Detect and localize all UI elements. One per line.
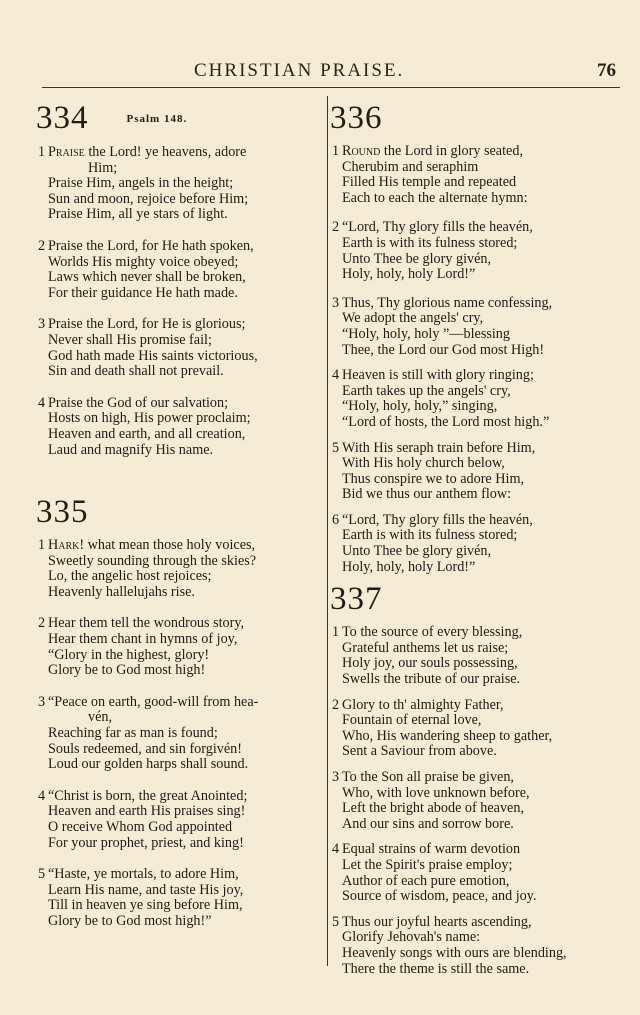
verse-text: Glory be to God most high!: [48, 662, 206, 679]
verse-text: Praise Him, angels in the height;: [48, 175, 234, 192]
left-column: [38, 100, 328, 930]
verse-line: [332, 267, 622, 283]
verse-line: [332, 160, 622, 176]
verse-text: Unto Thee be glory givén,: [342, 250, 492, 267]
verse-line: [332, 786, 622, 802]
verse-text: “Holy, holy, holy,” singing,: [342, 398, 498, 415]
verse-text: Learn His name, and taste His joy,: [48, 881, 244, 898]
verse-text: Lo, the angelic host rejoices;: [48, 568, 212, 585]
hymn-number: [36, 494, 328, 530]
verse-text: “Lord, Thy glory fills the heavén,: [342, 511, 533, 528]
verse-line: [332, 889, 622, 905]
stanza-number: 4: [38, 787, 46, 804]
verse-line: [332, 144, 622, 160]
verse-text: Author of each pure emotion,: [342, 872, 510, 889]
hymn-block: [332, 100, 622, 575]
verse-line: [332, 544, 622, 560]
verse-text: “Glory in the highest, glory!: [48, 646, 210, 663]
stanza: [332, 513, 622, 575]
verse-text: And our sins and sorrow bore.: [342, 815, 514, 832]
verse-line: [332, 713, 622, 729]
verse-text: To the Son all praise be given,: [342, 769, 514, 785]
verse-text: Cherubim and seraphim: [342, 158, 479, 175]
page-header: [42, 60, 620, 90]
verse-line: [38, 867, 328, 883]
verse-line: [332, 656, 622, 672]
verse-text: O receive Whom God appointed: [48, 819, 233, 835]
verse-line: [332, 930, 622, 946]
verse-text: Loud our golden harps shall sound.: [48, 756, 249, 773]
stanza-number: 3: [332, 769, 340, 785]
stanza-number: 4: [332, 367, 340, 384]
verse-text: “Lord of hosts, the Lord most high.”: [342, 413, 550, 430]
verse-text: Hosts on high, His power proclaim;: [48, 410, 251, 427]
verse-line: [38, 836, 328, 852]
verse-line: [332, 874, 622, 890]
verse-line: [332, 236, 622, 252]
verse-line: [38, 411, 328, 427]
verse-text: Filled His temple and repeated: [342, 174, 517, 191]
verse-line: [38, 396, 328, 412]
stanza: [332, 441, 622, 503]
verse-lead-word: Round: [342, 143, 381, 159]
verse-text: Reaching far as man is found;: [48, 725, 218, 742]
verse-line: [38, 710, 328, 726]
verse-line: [38, 538, 328, 554]
verse-text: Heaven and earth, and all creation,: [48, 425, 246, 442]
verse-line: [332, 191, 622, 207]
verse-line: [332, 399, 622, 415]
hymn-number-text: 334: [36, 100, 89, 136]
verse-line: [38, 663, 328, 679]
verse-text: Hear them chant in hymns of joy,: [48, 631, 238, 648]
page-number: 76: [597, 60, 616, 81]
verse-text: Thee, the Lord our God most High!: [342, 341, 545, 358]
verse-text: For your prophet, priest, and king!: [48, 834, 244, 851]
verse-text: Sent a Saviour from above.: [342, 743, 497, 760]
hymn-number: [330, 581, 622, 617]
verse-text: Thus, Thy glorious name confessing,: [342, 294, 553, 311]
verse-line: [38, 569, 328, 585]
verse-text: Never shall His promise fail;: [48, 331, 212, 348]
verse-text: Unto Thee be glory givén,: [342, 543, 492, 560]
verse-line: [38, 317, 328, 333]
stanza: [332, 220, 622, 282]
verse-line: [38, 554, 328, 570]
right-column: [332, 100, 622, 977]
hymn-number-text: 337: [330, 581, 383, 618]
verse-line: [38, 255, 328, 271]
verse-line: [332, 472, 622, 488]
verse-text: Heaven is still with glory ringing;: [342, 367, 534, 384]
verse-text: Earth is with its fulness stored;: [342, 234, 518, 251]
verse-line: [332, 296, 622, 312]
stanza-number: 1: [332, 143, 340, 159]
verse-line: [332, 560, 622, 576]
stanza-number: 1: [38, 144, 46, 160]
stanza-number: 3: [332, 294, 340, 311]
stanza: [38, 239, 328, 301]
verse-text: Souls redeemed, and sin forgivén!: [48, 740, 242, 757]
verse-text: vén,: [88, 709, 113, 726]
stanza-number: 6: [332, 511, 340, 528]
verse-line: [332, 384, 622, 400]
verse-line: [332, 220, 622, 236]
verse-text: Thus our joyful hearts ascending,: [342, 913, 532, 930]
stanza-number: 2: [332, 219, 340, 236]
verse-text: Sun and moon, rejoice before Him;: [48, 190, 249, 207]
verse-line: [38, 207, 328, 223]
verse-line: [332, 915, 622, 931]
verse-text: “Christ is born, the great Anointed;: [48, 787, 248, 804]
verse-line: [332, 729, 622, 745]
stanza: [332, 842, 622, 904]
stanza-number: 2: [38, 615, 46, 632]
verse-line: [38, 192, 328, 208]
verse-text: Equal strains of warm devotion: [342, 841, 521, 858]
verse-text: To the source of every blessing,: [342, 624, 523, 641]
verse-line: [332, 744, 622, 760]
verse-line: [332, 672, 622, 688]
verse-text: Glory to th' almighty Father,: [342, 696, 504, 713]
hymn-subtitle: Psalm 148.: [126, 113, 188, 125]
running-title: CHRISTIAN PRAISE.: [194, 60, 405, 81]
verse-line: [332, 625, 622, 641]
verse-line: [38, 757, 328, 773]
verse-text: Praise Him, all ye stars of light.: [48, 206, 228, 223]
verse-text: Worlds His mighty voice obeyed;: [48, 253, 239, 270]
stanza-number: 2: [38, 237, 46, 254]
verse-text: the Lord! ye heavens, adore: [88, 144, 247, 160]
verse-text: “Lord, Thy glory fills the heavén,: [342, 219, 533, 236]
verse-text: Holy, holy, holy Lord!”: [342, 558, 476, 575]
verse-line: [38, 898, 328, 914]
verse-line: [332, 368, 622, 384]
stanza-number: 1: [38, 537, 46, 554]
verse-line: [38, 176, 328, 192]
verse-text: Grateful anthems let us raise;: [342, 639, 509, 656]
verse-text: the Lord in glory seated,: [383, 143, 523, 159]
stanza: [332, 144, 622, 206]
stanza-number: 4: [38, 394, 46, 411]
verse-text: Praise the God of our salvation;: [48, 394, 229, 411]
stanza: [38, 867, 328, 929]
verse-text: Earth takes up the angels' cry,: [342, 382, 511, 399]
verse-text: Thus conspire we to adore Him,: [342, 470, 525, 487]
verse-line: [332, 252, 622, 268]
stanza: [332, 625, 622, 687]
verse-text: Till in heaven ye sing before Him,: [48, 897, 243, 914]
verse-text: what mean those holy voices,: [87, 537, 256, 554]
hymn-block: [38, 100, 328, 458]
verse-text: Swells the tribute of our praise.: [342, 671, 521, 688]
verse-line: [332, 698, 622, 714]
verse-line: [332, 946, 622, 962]
verse-line: [38, 648, 328, 664]
stanza: [332, 915, 622, 977]
verse-line: [38, 286, 328, 302]
verse-text: Glorify Jehovah's name:: [342, 929, 481, 946]
stanza: [38, 317, 328, 379]
verse-line: [332, 175, 622, 191]
verse-line: [38, 349, 328, 365]
stanza: [38, 616, 328, 678]
stanza-number: 4: [332, 841, 340, 858]
stanza: [38, 396, 328, 458]
verse-text: Sweetly sounding through the skies?: [48, 552, 257, 569]
verse-line: [38, 427, 328, 443]
verse-line: [38, 585, 328, 601]
verse-text: Laud and magnify His name.: [48, 441, 214, 458]
verse-lead-word: Praise: [48, 144, 85, 160]
verse-text: “Holy, holy, holy ”—blessing: [342, 325, 510, 342]
verse-line: [332, 415, 622, 431]
verse-text: Laws which never shall be broken,: [48, 269, 246, 286]
verse-text: Holy, holy, holy Lord!”: [342, 266, 476, 283]
verse-text: We adopt the angels' cry,: [342, 310, 484, 327]
verse-line: [38, 883, 328, 899]
verse-text: God hath made His saints victorious,: [48, 347, 258, 364]
verse-line: [332, 962, 622, 978]
verse-lead-word: Hark!: [48, 537, 85, 554]
verse-line: [332, 770, 622, 786]
verse-line: [38, 804, 328, 820]
verse-text: Who, with love unknown before,: [342, 784, 530, 801]
verse-text: Bid we thus our anthem flow:: [342, 486, 512, 503]
verse-line: [332, 513, 622, 529]
stanza: [38, 695, 328, 773]
verse-line: [38, 364, 328, 380]
verse-line: [38, 726, 328, 742]
verse-text: Hear them tell the wondrous story,: [48, 615, 245, 632]
verse-text: With His seraph train before Him,: [342, 439, 536, 456]
stanza-number: 5: [332, 439, 340, 456]
hymn-number-text: 336: [330, 100, 383, 136]
verse-line: [38, 333, 328, 349]
verse-line: [332, 817, 622, 833]
verse-text: “Haste, ye mortals, to adore Him,: [48, 866, 239, 883]
verse-text: For their guidance He hath made.: [48, 284, 238, 301]
verse-text: With His holy church below,: [342, 455, 505, 472]
verse-text: Fountain of eternal love,: [342, 712, 482, 729]
verse-text: Heavenly hallelujahs rise.: [48, 583, 195, 600]
verse-line: [38, 914, 328, 930]
hymn-number-text: 335: [36, 494, 89, 531]
verse-line: [38, 270, 328, 286]
verse-line: [332, 858, 622, 874]
verse-line: [332, 456, 622, 472]
verse-text: Glory be to God most high!”: [48, 912, 212, 929]
verse-line: [38, 616, 328, 632]
verse-line: [332, 528, 622, 544]
stanza-number: 5: [332, 913, 340, 930]
verse-text: There the theme is still the same.: [342, 960, 530, 977]
hymn-block: [38, 494, 328, 929]
stanza-number: 5: [38, 866, 46, 883]
verse-line: [332, 801, 622, 817]
verse-line: [332, 311, 622, 327]
verse-text: Each to each the alternate hymn:: [342, 189, 528, 206]
verse-text: Sin and death shall not prevail.: [48, 363, 224, 380]
verse-line: [38, 742, 328, 758]
verse-line: [38, 789, 328, 805]
header-rule: [42, 87, 620, 88]
hymn-number: [330, 100, 622, 136]
verse-line: [38, 695, 328, 711]
verse-line: [332, 343, 622, 359]
verse-line: [332, 842, 622, 858]
verse-line: [332, 641, 622, 657]
verse-line: [38, 443, 328, 459]
verse-text: Who, His wandering sheep to gather,: [342, 727, 553, 744]
verse-text: Holy joy, our souls possessing,: [342, 655, 518, 672]
verse-text: “Peace on earth, good-will from hea-: [48, 693, 259, 710]
stanza-number: 3: [38, 693, 46, 710]
verse-text: Source of wisdom, peace, and joy.: [342, 888, 537, 905]
verse-line: [332, 441, 622, 457]
stanza: [332, 698, 622, 760]
verse-line: [38, 632, 328, 648]
stanza: [38, 538, 328, 600]
stanza: [332, 368, 622, 430]
stanza: [332, 770, 622, 832]
verse-text: Let the Spirit's praise employ;: [342, 856, 513, 873]
stanza: [38, 789, 328, 851]
verse-text: Heavenly songs with ours are blending,: [342, 944, 567, 961]
verse-line: [332, 327, 622, 343]
stanza-number: 3: [38, 316, 46, 333]
verse-line: [38, 145, 328, 161]
verse-text: Earth is with its fulness stored;: [342, 527, 518, 544]
verse-text: Left the bright abode of heaven,: [342, 800, 524, 817]
verse-text: Heaven and earth His praises sing!: [48, 803, 246, 820]
verse-line: [38, 239, 328, 255]
verse-text: Praise the Lord, for He hath spoken,: [48, 237, 254, 254]
stanza: [38, 145, 328, 223]
verse-text: Praise the Lord, for He is glorious;: [48, 316, 246, 333]
verse-line: [332, 487, 622, 503]
verse-line: [38, 161, 328, 177]
hymn-number: [36, 100, 328, 137]
stanza-number: 2: [332, 696, 340, 713]
stanza: [332, 296, 622, 358]
verse-text: Him;: [88, 159, 118, 176]
stanza-number: 1: [332, 624, 340, 641]
hymn-block: [332, 581, 622, 977]
verse-line: [38, 820, 328, 836]
